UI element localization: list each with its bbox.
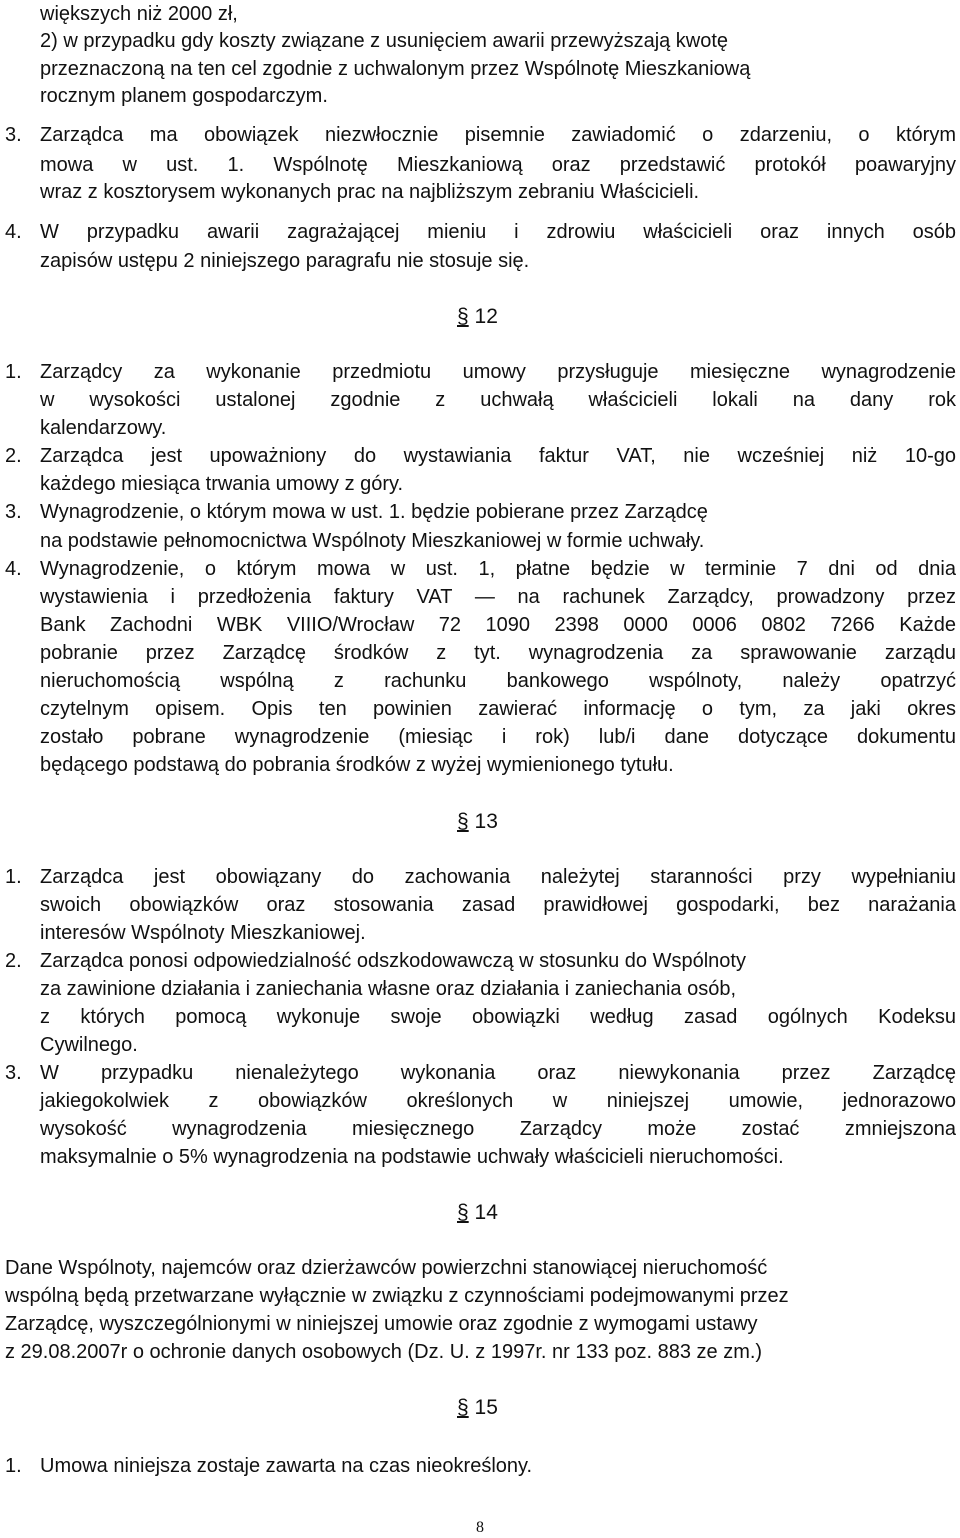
paragraph-line: z 29.08.2007r o ochronie danych osobowych (Dz. U. z 1997r. nr 133 poz. 883 ze zm.) bbox=[5, 1341, 763, 1363]
list-number: 1. bbox=[5, 361, 22, 383]
section-symbol: § bbox=[457, 1396, 469, 1419]
text-line: Bank Zachodni WBK VIIIO/Wrocław 72 1090 2398 0000 0006 0802 7266 Każde bbox=[40, 614, 956, 636]
text-line: zapisów ustępu 2 niniejszego paragrafu nie stosuje się. bbox=[40, 250, 530, 272]
text-line: Wynagrodzenie, o którym mowa w ust. 1, płatne będzie w terminie 7 dni od dnia bbox=[40, 558, 956, 580]
page-number: 8 bbox=[476, 1519, 484, 1536]
text-line: czytelnym opisem. Opis ten powinien zawierać informację o tym, za jaki okres bbox=[40, 698, 956, 720]
paragraph-line: wspólną będą przetwarzane wyłącznie w związku z czynnościami podejmowanymi przez bbox=[5, 1285, 789, 1307]
list-number: 4. bbox=[5, 558, 22, 580]
text-line: Zarządca jest obowiązany do zachowania należytej staranności przy wypełnianiu bbox=[40, 866, 956, 888]
text-line: z których pomocą wykonuje swoje obowiązki według zasad ogólnych Kodeksu bbox=[40, 1006, 956, 1028]
text-line: swoich obowiązków oraz stosowania zasad prawidłowej gospodarki, bez narażania bbox=[40, 894, 956, 916]
list-number: 1. bbox=[5, 1455, 22, 1477]
list-number: 1. bbox=[5, 866, 22, 888]
section-heading bbox=[457, 1198, 498, 1228]
paragraph-line: Zarządcę, wyszczególnionymi w niniejszej umowie oraz zgodnie z wymogami ustawy bbox=[5, 1313, 758, 1335]
section-heading bbox=[457, 1393, 498, 1423]
section-number: 13 bbox=[474, 810, 498, 833]
section-number: 12 bbox=[474, 305, 498, 328]
list-number: 2. bbox=[5, 445, 22, 467]
text-line: W przypadku awarii zagrażającej mieniu i zdrowiu właścicieli oraz innych osób bbox=[40, 221, 956, 243]
section-symbol: § bbox=[457, 1201, 469, 1224]
section-symbol: § bbox=[457, 810, 469, 833]
text-line: na podstawie pełnomocnictwa Wspólnoty Mieszkaniowej w formie uchwały. bbox=[40, 530, 705, 552]
text-line: maksymalnie o 5% wynagrodzenia na podstawie uchwały właścicieli nieruchomości. bbox=[40, 1146, 784, 1168]
text-line: jakiegokolwiek z obowiązków określonych w niniejszej umowie, jednorazowo bbox=[40, 1090, 956, 1112]
section-number: 14 bbox=[474, 1201, 498, 1224]
text-line: w wysokości ustalonej zgodnie z uchwałą właścicieli lokali na dany rok bbox=[40, 389, 956, 411]
text-line: Zarządca ma obowiązek niezwłocznie pisemnie zawiadomić o zdarzeniu, o którym bbox=[40, 124, 956, 146]
list-number: 3. bbox=[5, 124, 22, 146]
section-heading bbox=[457, 302, 498, 332]
section-number: 15 bbox=[474, 1396, 498, 1419]
text-line: wraz z kosztorysem wykonanych prac na najbliższym zebraniu Właścicieli. bbox=[40, 181, 700, 203]
text-line: interesów Wspólnoty Mieszkaniowej. bbox=[40, 922, 366, 944]
text-line: przeznaczoną na ten cel zgodnie z uchwalonym przez Wspólnotę Mieszkaniową bbox=[40, 58, 751, 80]
list-number: 4. bbox=[5, 221, 22, 243]
text-line: za zawinione działania i zaniechania własne oraz działania i zaniechania osób, bbox=[40, 978, 736, 1000]
text-line: Cywilnego. bbox=[40, 1034, 138, 1056]
text-line: kalendarzowy. bbox=[40, 417, 167, 439]
paragraph-line: Dane Wspólnoty, najemców oraz dzierżawców powierzchni stanowiącej nieruchomość bbox=[5, 1257, 768, 1279]
text-line: Umowa niniejsza zostaje zawarta na czas nieokreślony. bbox=[40, 1455, 533, 1477]
text-line: będącego podstawą do pobrania środków z wyżej wymienionego tytułu. bbox=[40, 754, 674, 776]
text-line: rocznym planem gospodarczym. bbox=[40, 85, 328, 107]
text-line: Wynagrodzenie, o którym mowa w ust. 1. będzie pobierane przez Zarządcę bbox=[40, 501, 708, 523]
list-number: 2. bbox=[5, 950, 22, 972]
text-line: każdego miesiąca trwania umowy z góry. bbox=[40, 473, 404, 495]
text-line: większych niż 2000 zł, bbox=[40, 3, 238, 25]
text-line: nieruchomością wspólną z rachunku bankowego wspólnoty, należy opatrzyć bbox=[40, 670, 956, 692]
text-line: W przypadku nienależytego wykonania oraz niewykonania przez Zarządcę bbox=[40, 1062, 956, 1084]
list-number: 3. bbox=[5, 501, 22, 523]
text-line: mowa w ust. 1. Wspólnotę Mieszkaniową oraz przedstawić protokół poawaryjny bbox=[40, 154, 956, 176]
section-heading bbox=[457, 807, 498, 837]
text-line: zostało pobrane wynagrodzenie (miesiąc i rok) lub/i dane dotyczące dokumentu bbox=[40, 726, 956, 748]
text-line: Zarządca jest upoważniony do wystawiania faktur VAT, nie wcześniej niż 10-go bbox=[40, 445, 956, 467]
text-line: 2) w przypadku gdy koszty związane z usunięciem awarii przewyższają kwotę bbox=[40, 30, 729, 52]
text-line: wysokość wynagrodzenia miesięcznego Zarządcy może zostać zmniejszona bbox=[40, 1118, 956, 1140]
text-line: Zarządcy za wykonanie przedmiotu umowy przysługuje miesięczne wynagrodzenie bbox=[40, 361, 956, 383]
section-symbol: § bbox=[457, 305, 469, 328]
list-number: 3. bbox=[5, 1062, 22, 1084]
text-line: Zarządca ponosi odpowiedzialność odszkodowawczą w stosunku do Wspólnoty bbox=[40, 950, 746, 972]
text-line: pobranie przez Zarządcę środków z tyt. wynagrodzenia za sprawowanie zarządu bbox=[40, 642, 956, 664]
text-line: wystawienia i przedłożenia faktury VAT — na rachunek Zarządcy, prowadzony przez bbox=[40, 586, 956, 608]
